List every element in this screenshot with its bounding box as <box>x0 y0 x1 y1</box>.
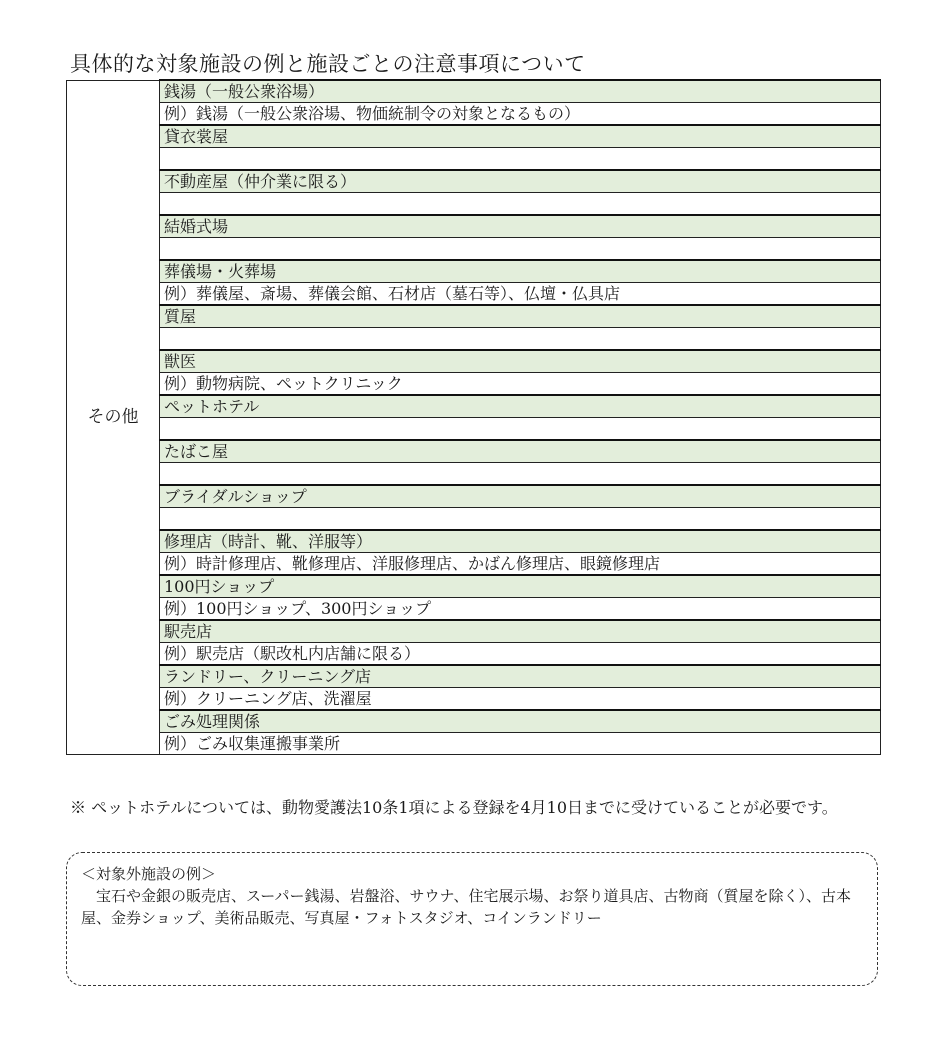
table-body <box>67 80 881 755</box>
example-row <box>67 598 881 621</box>
facility-row <box>67 710 881 733</box>
facility-example-cell: 例）ごみ収集運搬事業所 <box>160 733 881 755</box>
facility-row <box>67 125 881 148</box>
example-row <box>67 103 881 126</box>
excluded-facilities-box <box>66 852 878 986</box>
facility-example-cell <box>160 148 881 171</box>
facility-example-cell: 例）100円ショップ、300円ショップ <box>160 598 881 621</box>
facility-example-cell: 例）クリーニング店、洗濯屋 <box>160 688 881 711</box>
page-title: 具体的な対象施設の例と施設ごとの注意事項について <box>70 52 586 76</box>
facility-name-cell: 獣医 <box>160 350 881 373</box>
facility-name-cell: ペットホテル <box>160 395 881 418</box>
example-row <box>67 733 881 755</box>
facility-name-cell: ランドリー、クリーニング店 <box>160 665 881 688</box>
example-row <box>67 688 881 711</box>
facility-name-cell: 葬儀場・火葬場 <box>160 260 881 283</box>
facility-example-cell <box>160 508 881 531</box>
facility-row <box>67 170 881 193</box>
facility-name-cell: たばこ屋 <box>160 440 881 463</box>
facility-example-cell <box>160 238 881 261</box>
example-row <box>67 418 881 441</box>
facility-row <box>67 620 881 643</box>
facility-example-cell <box>160 463 881 486</box>
excluded-box-title: ＜対象外施設の例＞ <box>81 865 217 883</box>
facility-example-cell <box>160 328 881 351</box>
excluded-box-body: 宝石や金銀の販売店、スーパー銭湯、岩盤浴、サウナ、住宅展示場、お祭り道具店、古物商（質屋を除く）、古本屋、金券ショップ、美術品販売、写真屋・フォトスタジオ、コインランドリー <box>81 887 851 927</box>
facility-row <box>67 575 881 598</box>
facility-name-cell: 100円ショップ <box>160 575 881 598</box>
facility-row <box>67 215 881 238</box>
facility-name-cell: 質屋 <box>160 305 881 328</box>
facility-row <box>67 350 881 373</box>
facility-example-cell: 例）葬儀屋、斎場、葬儀会館、石材店（墓石等）、仏壇・仏具店 <box>160 283 881 306</box>
example-row <box>67 193 881 216</box>
facility-row <box>67 395 881 418</box>
facility-row <box>67 665 881 688</box>
facility-row <box>67 80 881 103</box>
footnote: ※ ペットホテルについては、動物愛護法10条1項による登録を4月10日までに受けていることが必要です。 <box>70 798 838 817</box>
example-row <box>67 463 881 486</box>
facility-name-cell: 結婚式場 <box>160 215 881 238</box>
facility-example-cell <box>160 418 881 441</box>
facility-name-cell: 銭湯（一般公衆浴場） <box>160 80 881 103</box>
facility-name-cell: ごみ処理関係 <box>160 710 881 733</box>
facility-row <box>67 530 881 553</box>
example-row <box>67 643 881 666</box>
facility-name-cell: 不動産屋（仲介業に限る） <box>160 170 881 193</box>
example-row <box>67 148 881 171</box>
facility-row <box>67 305 881 328</box>
facility-example-cell <box>160 193 881 216</box>
facility-name-cell: 駅売店 <box>160 620 881 643</box>
example-row <box>67 328 881 351</box>
facility-name-cell: 貸衣裳屋 <box>160 125 881 148</box>
example-row <box>67 553 881 576</box>
facility-table <box>66 79 881 755</box>
facility-example-cell: 例）時計修理店、靴修理店、洋服修理店、かばん修理店、眼鏡修理店 <box>160 553 881 576</box>
facility-example-cell: 例）動物病院、ペットクリニック <box>160 373 881 396</box>
category-cell: その他 <box>67 80 160 755</box>
example-row <box>67 373 881 396</box>
facility-example-cell: 例）駅売店（駅改札内店舗に限る） <box>160 643 881 666</box>
example-row <box>67 508 881 531</box>
example-row <box>67 238 881 261</box>
facility-example-cell: 例）銭湯（一般公衆浴場、物価統制令の対象となるもの） <box>160 103 881 126</box>
facility-name-cell: ブライダルショップ <box>160 485 881 508</box>
facility-name-cell: 修理店（時計、靴、洋服等） <box>160 530 881 553</box>
facility-row <box>67 260 881 283</box>
facility-row <box>67 485 881 508</box>
facility-row <box>67 440 881 463</box>
example-row <box>67 283 881 306</box>
